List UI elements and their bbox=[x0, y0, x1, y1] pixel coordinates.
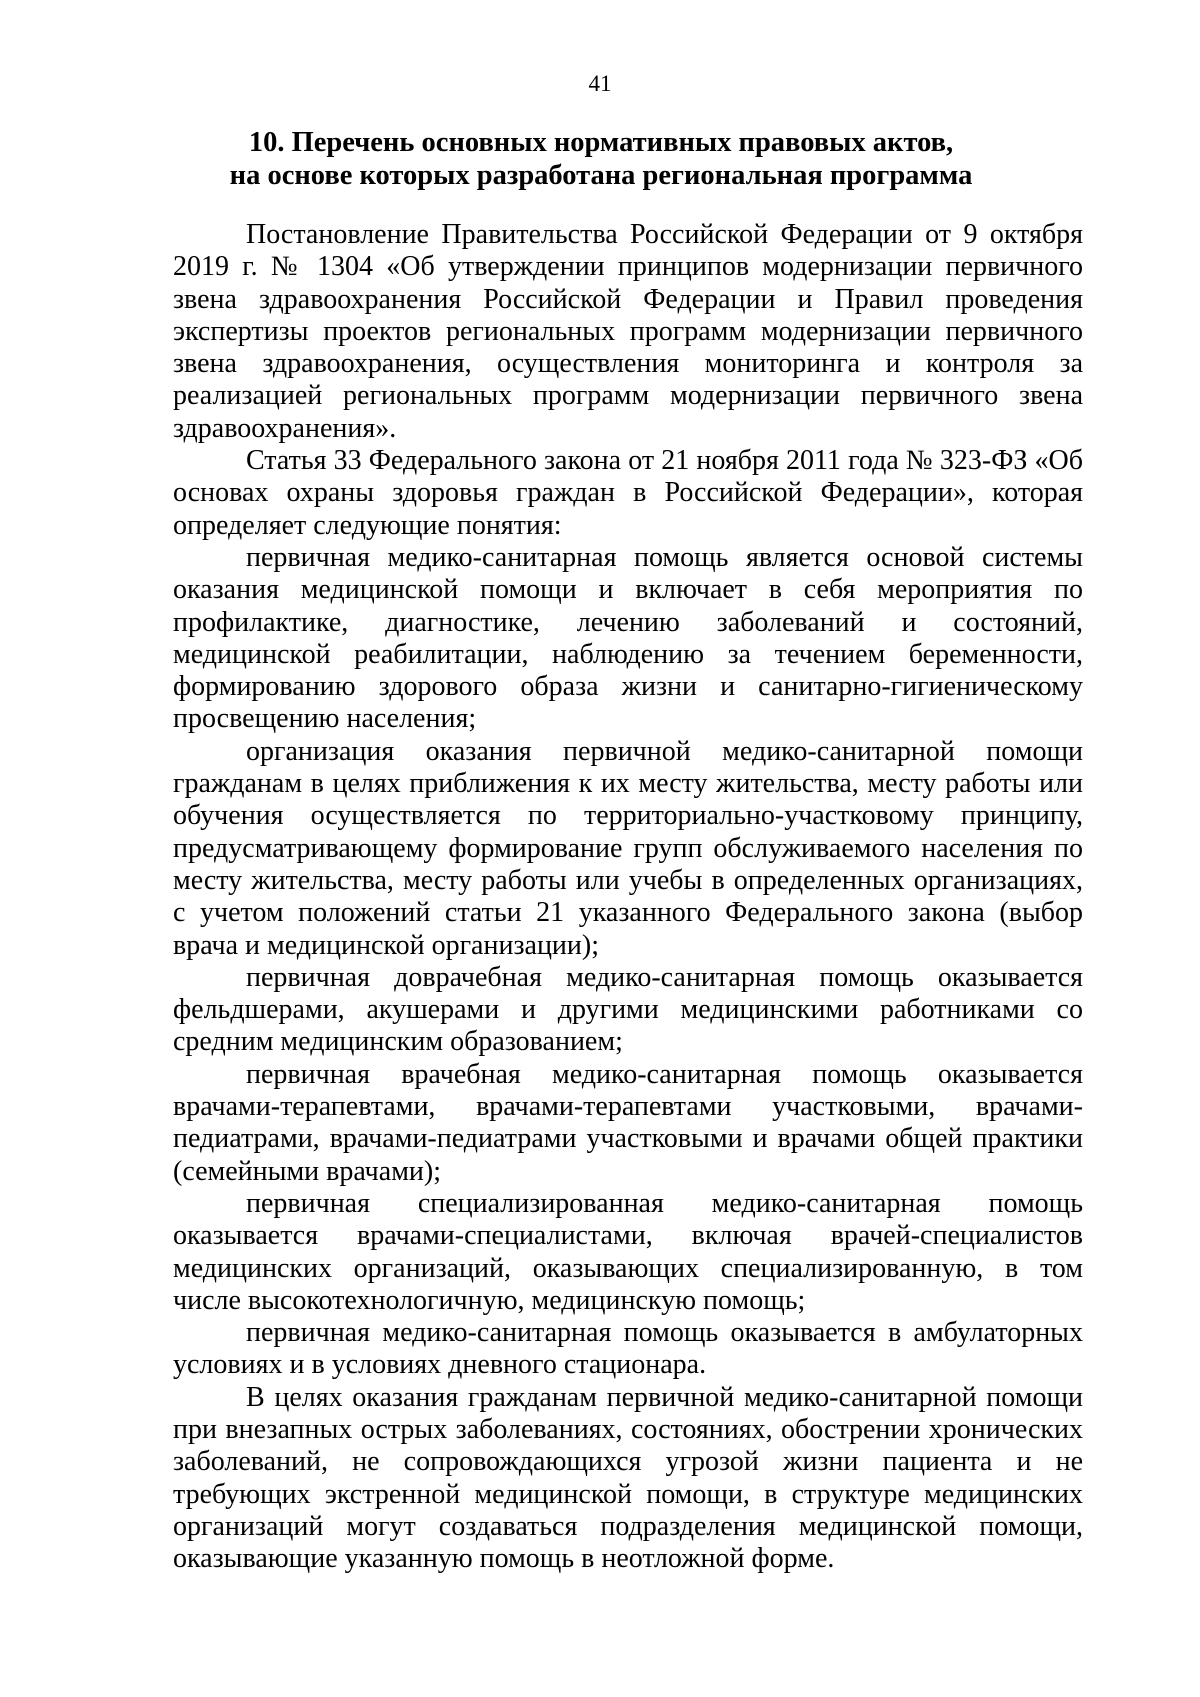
section-title-line-1: 10. Перечень основных нормативных правовых актов, bbox=[248, 127, 954, 158]
paragraph-article-33: Статья 33 Федерального закона от 21 ноября 2011 года № 323-ФЗ «Об основах охраны здоровья граждан в Российской Федерации», которая определяет следующие понятия: bbox=[173, 445, 1083, 541]
paragraph-care-conditions: первичная медико-санитарная помощь оказывается в амбулаторных условиях и в условиях дневного стационара. bbox=[173, 1317, 1083, 1381]
paragraph-primary-care-definition: первичная медико-санитарная помощь является основой системы оказания медицинской помощи и включает в себя мероприятия по профилактике, диагностике, лечению заболеваний и состояний, медицинской реабилитации, наблюдению за течением беременности, формированию здорового образа жизни и санитарно-гигиеническому просвещению населения; bbox=[173, 541, 1083, 735]
paragraph-urgent-care: В целях оказания гражданам первичной медико-санитарной помощи при внезапных острых заболеваниях, состояниях, обострении хронических заболеваний, не сопровождающихся угрозой жизни пациента и не требующих экстренной медицинской помощи, в структуре медицинских организаций могут создаваться подразделения медицинской помощи, оказывающие указанную помощь в неотложной форме. bbox=[173, 1381, 1083, 1575]
paragraph-pre-medical-care: первичная доврачебная медико-санитарная помощь оказывается фельдшерами, акушерами и другими медицинскими работниками со средним медицинским образованием; bbox=[173, 961, 1083, 1058]
paragraph-medical-care: первичная врачебная медико-санитарная помощь оказывается врачами-терапевтами, врачами-терапевтами участковыми, врачами-педиатрами, врачами-педиатрами участковыми и врачами общей практики (семейными врачами); bbox=[173, 1058, 1083, 1187]
paragraph-specialized-care: первичная специализированная медико-санитарная помощь оказывается врачами-специалистами, включая врачей-специалистов медицинских организаций, оказывающих специализированную, в том числе высокотехнологичную, медицинскую помощь; bbox=[173, 1187, 1083, 1316]
page-number: 41 bbox=[588, 71, 612, 96]
section-title bbox=[170, 126, 1032, 192]
section-title-line-2: на основе которых разработана региональная программа bbox=[229, 160, 973, 191]
paragraph-organization-principle: организация оказания первичной медико-санитарной помощи гражданам в целях приближения к их месту жительства, месту работы или обучения осуществляется по территориально-участковому принципу, предусматривающему формирование групп обслуживаемого населения по месту жительства, месту работы или учебы в определенных организациях, с учетом положений статьи 21 указанного Федерального закона (выбор врача и медицинской организации); bbox=[173, 735, 1083, 961]
document-body bbox=[173, 219, 1083, 1575]
paragraph-decree: Постановление Правительства Российской Федерации от 9 октября 2019 г. № 1304 «Об утверждении принципов модернизации первичного звена здравоохранения Российской Федерации и Правил проведения экспертизы проектов региональных программ модернизации первичного звена здравоохранения, осуществления мониторинга и контроля за реализацией региональных программ модернизации первичного звена здравоохранения». bbox=[173, 219, 1083, 444]
